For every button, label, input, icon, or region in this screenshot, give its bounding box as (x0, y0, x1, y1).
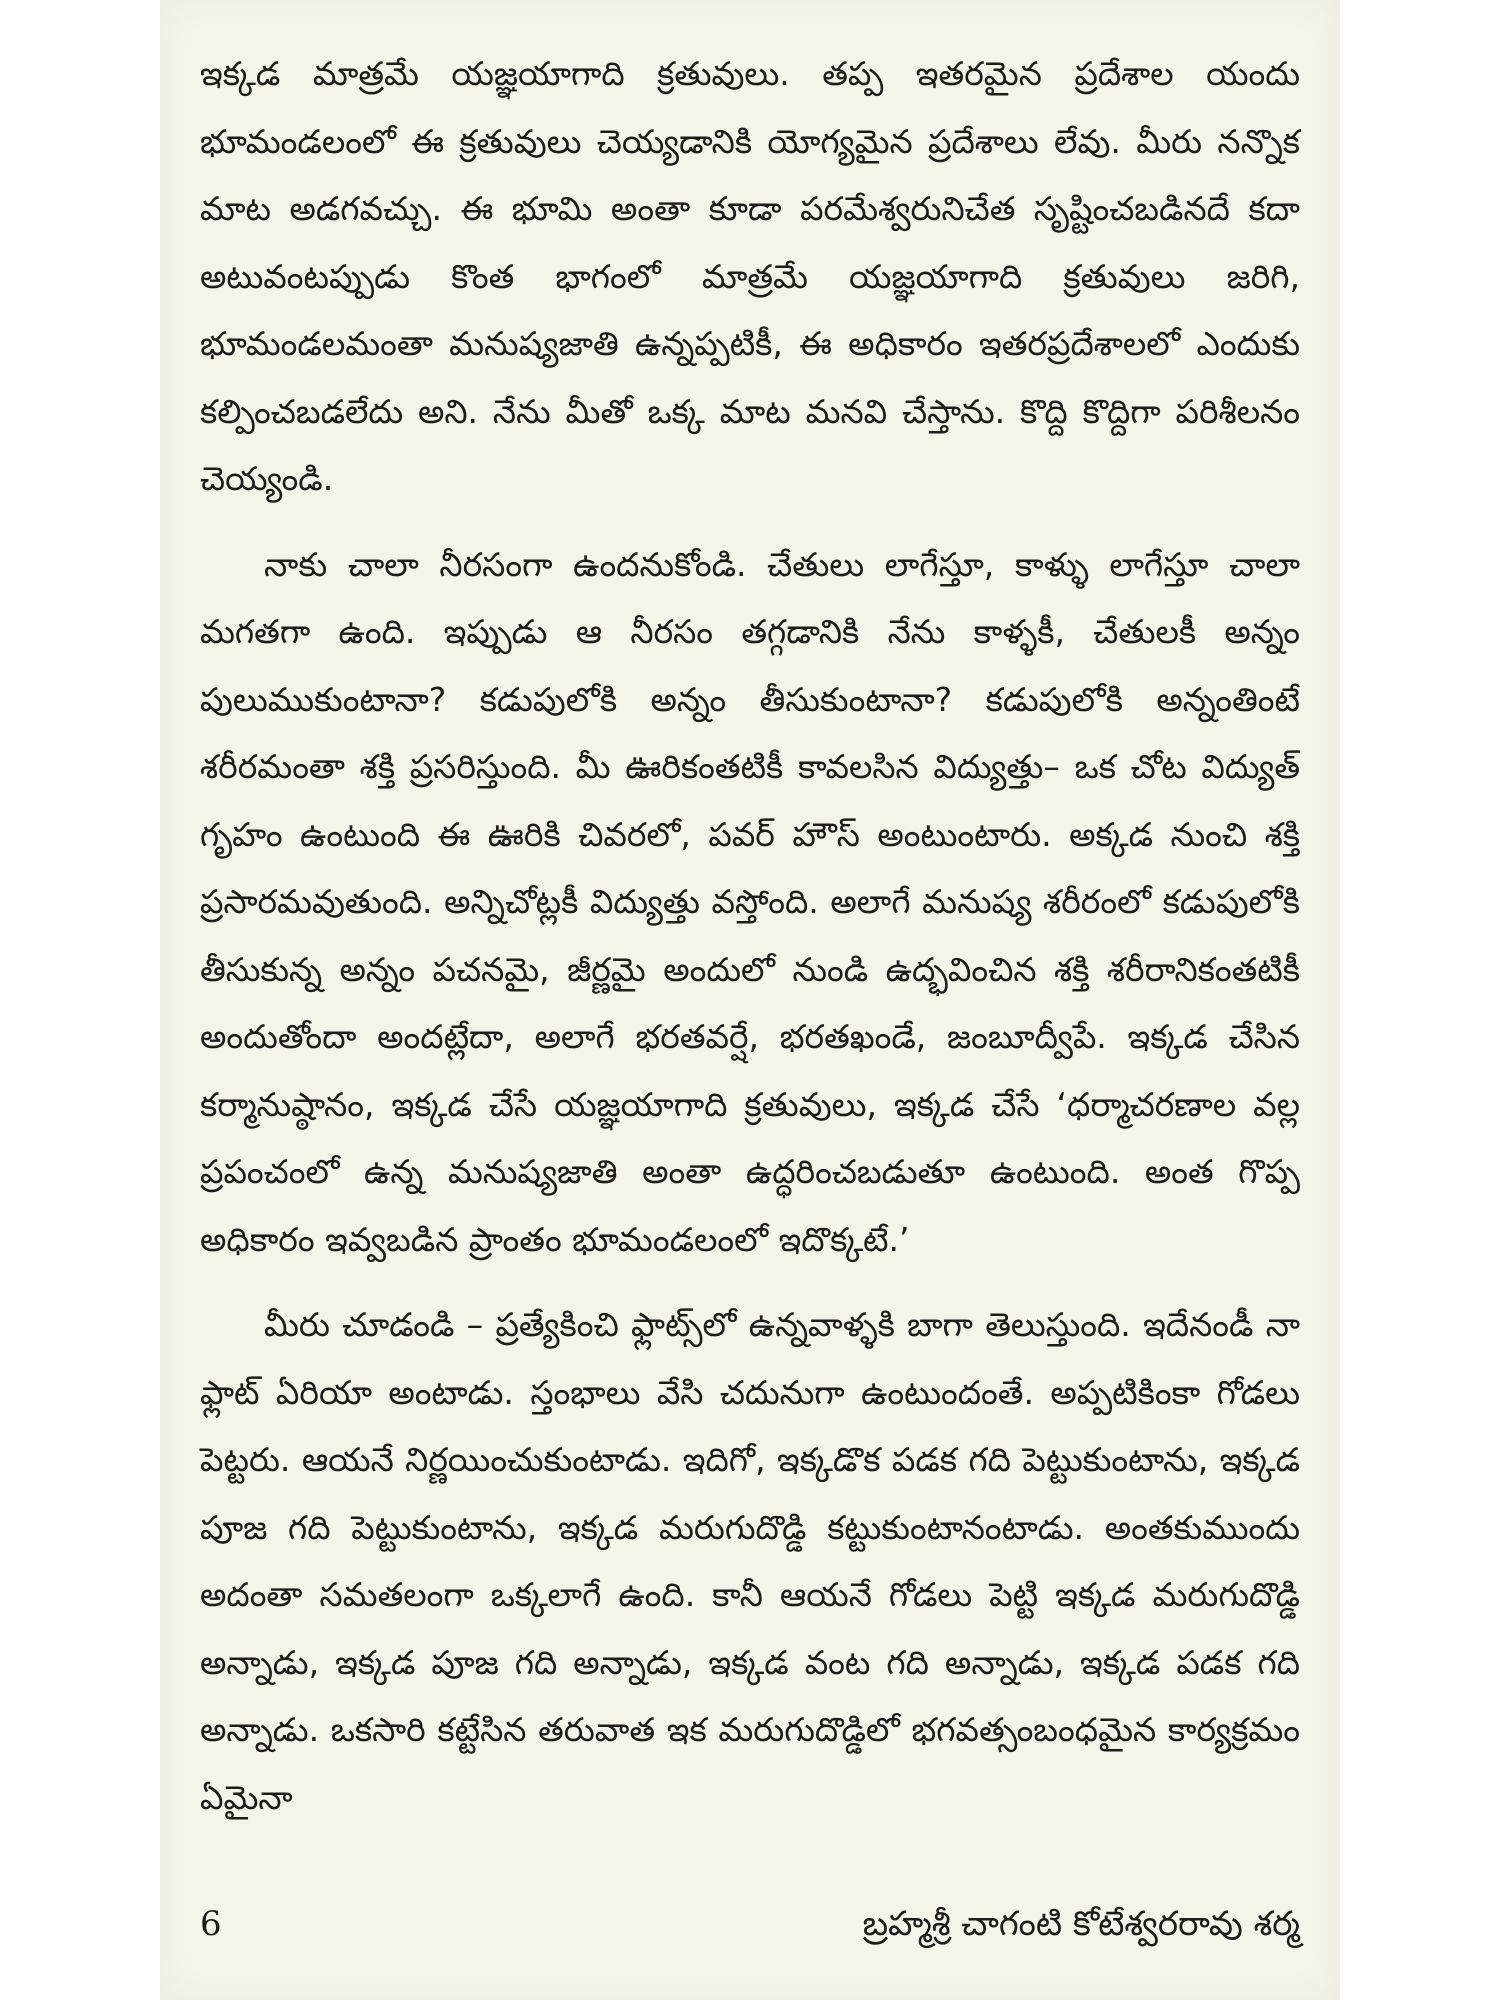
body-text (200, 40, 1300, 1849)
paragraph-2: నాకు చాలా నీరసంగా ఉందనుకోండి. చేతులు లాగేస్తూ, కాళ్ళు లాగేస్తూ చాలా మగతగా ఉంది. ఇప్పుడు ఆ నీరసం తగ్గడానికి నేను కాళ్ళకీ, చేతులకీ అన్నం పులుముకుంటానా? కడుపులోకి అన్నం తీసుకుంటానా? కడుపులోకి అన్నంతింటే శరీరమంతా శక్తి ప్రసరిస్తుంది. మీ ఊరికంతటికీ కావలసిన విద్యుత్తు– ఒక చోట విద్యుత్ గృహం ఉంటుంది ఈ ఊరికి చివరలో, పవర్ హౌస్ అంటుంటారు. అక్కడ నుంచి శక్తి ప్రసారమవుతుంది. అన్నిచోట్లకీ విద్యుత్తు వస్తోంది. అలాగే మనుష్య శరీరంలో కడుపులోకి తీసుకున్న అన్నం పచనమై, జీర్ణమై అందులో నుండి ఉద్భవించిన శక్తి శరీరానికంతటికీ అందుతోందా అందట్లేదా, అలాగే భరతవర్షే, భరతఖండే, జంబూద్వీపే. ఇక్కడ చేసిన కర్మానుష్ఠానం, ఇక్కడ చేసే యజ్ఞయాగాది క్రతువులు, ఇక్కడ చేసే ‘ధర్మాచరణాల వల్ల ప్రపంచంలో ఉన్న మనుష్యజాతి అంతా ఉద్ధరించబడుతూ ఉంటుంది. అంత గొప్ప అధికారం ఇవ్వబడిన ప్రాంతం భూమండలంలో ఇదొక్కటే.’ (200, 544, 1300, 1259)
book-page (160, 0, 1340, 2000)
page-number: 6 (200, 1904, 222, 1944)
paragraph-3: మీరు చూడండి – ప్రత్యేకించి ఫ్లాట్స్‌లో ఉన్నవాళ్ళకి బాగా తెలుస్తుంది. ఇదేనండీ నా ఫ్లాట్ ఏరియా అంటాడు. స్తంభాలు వేసి చదునుగా ఉంటుందంతే. అప్పటికింకా గోడలు పెట్టరు. ఆయనే నిర్ణయించుకుంటాడు. ఇదిగో, ఇక్కడొక పడక గది పెట్టుకుంటాను, ఇక్కడ పూజ గది పెట్టుకుంటాను, ఇక్కడ మరుగుదొడ్డి కట్టుకుంటానంటాడు. అంతకుముందు అదంతా సమతలంగా ఒక్కలాగే ఉంది. కానీ ఆయనే గోడలు పెట్టి ఇక్కడ మరుగుదొడ్డి అన్నాడు, ఇక్కడ పూజ గది అన్నాడు, ఇక్కడ వంట గది అన్నాడు, ఇక్కడ పడక గది అన్నాడు. ఒకసారి కట్టేసిన తరువాత ఇక మరుగుదొడ్డిలో భగవత్సంబంధమైన కార్యక్రమం ఏమైనా (200, 1305, 1300, 1817)
page-footer (200, 1900, 1300, 1960)
paragraph-1: ఇక్కడ మాత్రమే యజ్ఞయాగాది క్రతువులు. తప్ప ఇతరమైన ప్రదేశాల యందు భూమండలంలో ఈ క్రతువులు చెయ్యడానికి యోగ్యమైన ప్రదేశాలు లేవు. మీరు నన్నొక మాట అడగవచ్చు. ఈ భూమి అంతా కూడా పరమేశ్వరునిచేత సృష్టించబడినదే కదా అటువంటప్పుడు కొంత భాగంలో మాత్రమే యజ్ఞయాగాది క్రతువులు జరిగి, భూమండలమంతా మనుష్యజాతి ఉన్నప్పటికీ, ఈ అధికారం ఇతరప్రదేశాలలో ఎందుకు కల్పించబడలేదు అని. నేను మీతో ఒక్క మాట మనవి చేస్తాను. కొద్ది కొద్దిగా పరిశీలనం చెయ్యండి. (200, 54, 1300, 498)
author-name: బ్రహ్మశ్రీ చాగంటి కోటేశ్వరరావు శర్మ (862, 1904, 1300, 1944)
